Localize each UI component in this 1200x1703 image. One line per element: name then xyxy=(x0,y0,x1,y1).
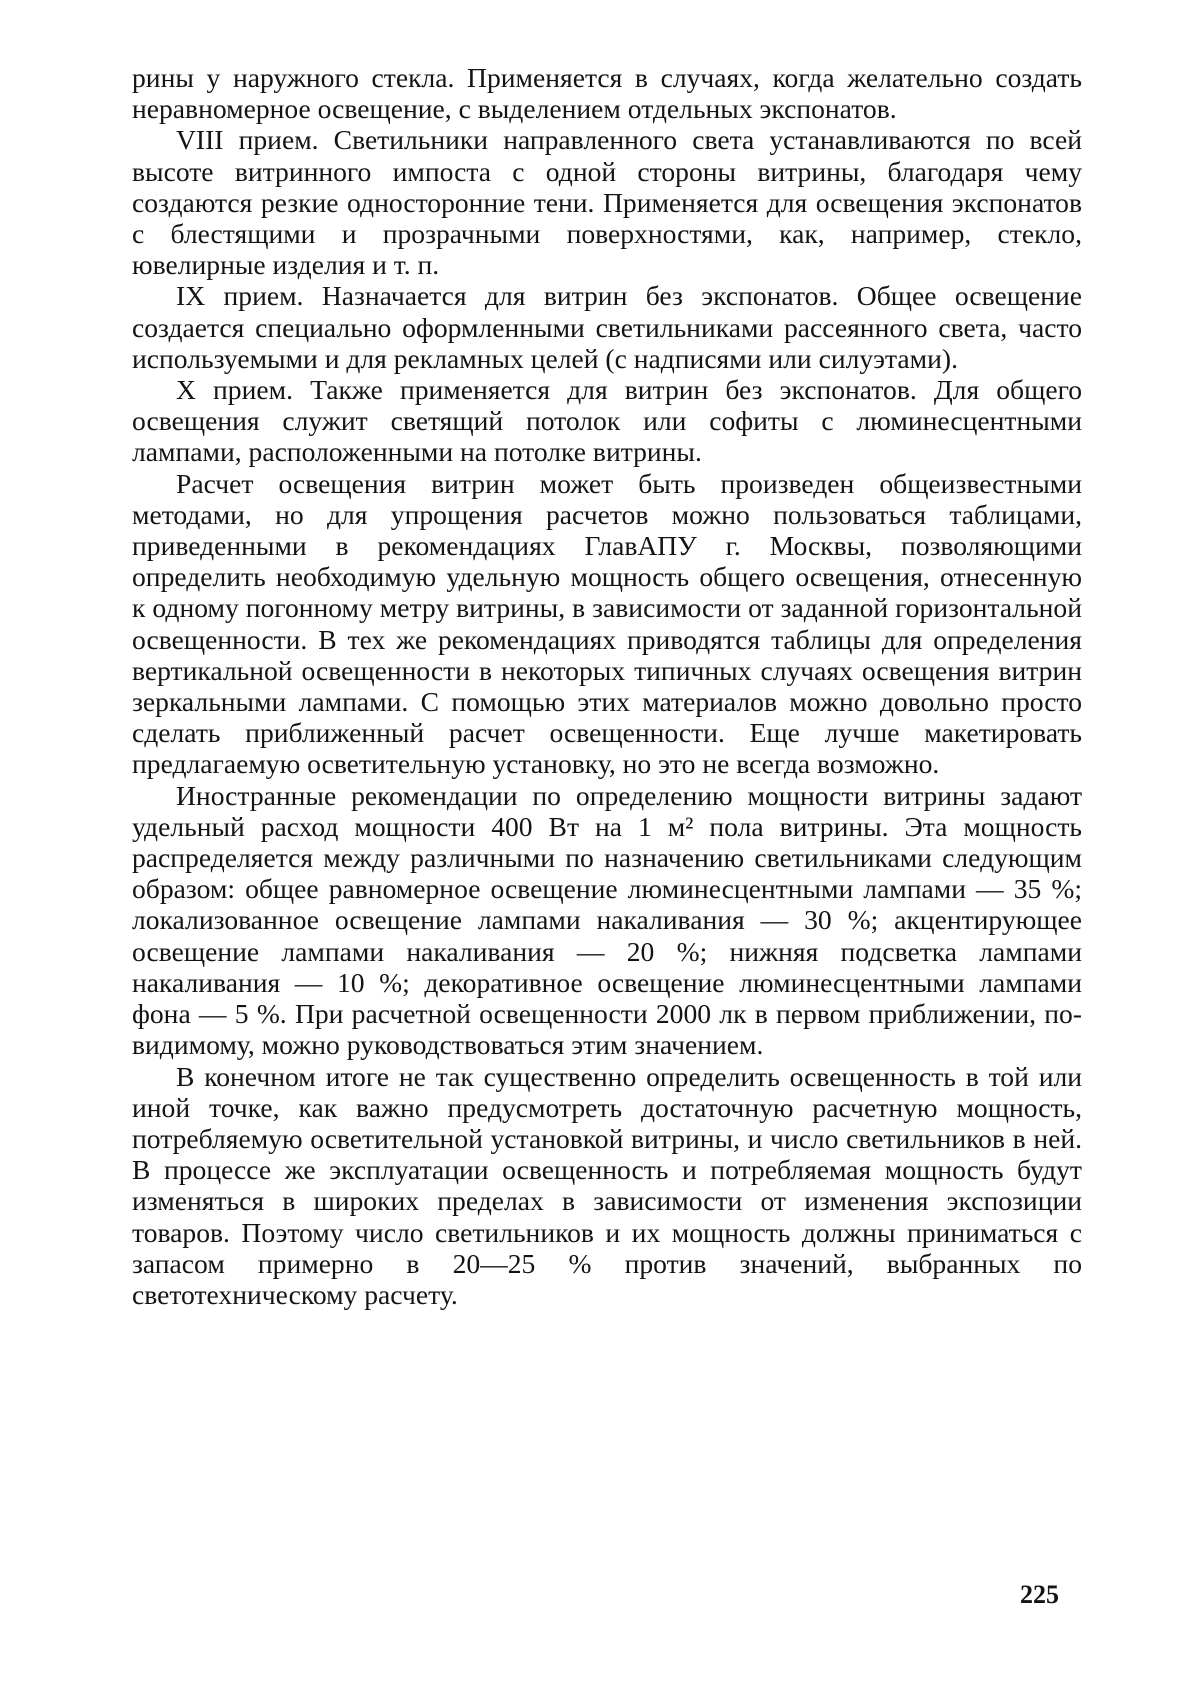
paragraph-method-viii: VIII прием. Светильники направленного света устанавливаются по всей высоте витринного импоста с одной стороны витрины, благодаря чему создаются резкие односторонние тени. Применяется для освещения экспонатов с блестящими и прозрачными поверхностями, как, например, стекло, ювелирные изделия и т. п. xyxy=(132,124,1082,281)
paragraph-method-ix: IX прием. Назначается для витрин без экспонатов. Общее освещение создается специально оформленными светильниками рассеянного света, часто используемыми и для рекламных целей (с надписями или силуэтами). xyxy=(132,280,1082,374)
paragraph-calculation: Расчет освещения витрин может быть произведен общеизвестными методами, но для упрощения расчетов можно пользоваться таблицами, приведенными в рекомендациях ГлавАПУ г. Москвы, позволяющими определить необходимую удельную мощность общего освещения, отнесенную к одному погонному метру витрины, в зависимости от заданной горизонтальной освещенности. В тех же рекомендациях приводятся таблицы для определения вертикальной освещенности в некоторых типичных случаях освещения витрин зеркальными лампами. С помощью этих материалов можно довольно просто сделать приближенный расчет освещенности. Еще лучше макетировать предлагаемую осветительную установку, но это не всегда возможно. xyxy=(132,467,1082,780)
paragraph-continued: рины у наружного стекла. Применяется в случаях, когда желательно создать неравномерное освещение, с выделением отдельных экспонатов. xyxy=(132,62,1082,125)
paragraph-conclusion: В конечном итоге не так существенно определить освещенность в той или иной точке, как важно предусмотреть достаточную расчетную мощность, потребляемую осветительной установкой витрины, и число светильников в ней. В процессе же эксплуатации освещенность и потребляемая мощность будут изменяться в широких пределах в зависимости от изменения экспозиции товаров. Поэтому число светильников и их мощность должны приниматься с запасом примерно в 20—25 % против значений, выбранных по светотехническому расчету. xyxy=(132,1060,1082,1310)
paragraph-foreign-recommendations: Иностранные рекомендации по определению мощности витрины задают удельный расход мощности 400 Вт на 1 м² пола витрины. Эта мощность распределяется между различными по назначению светильниками следующим образом: общее равномерное освещение люминесцентными лампами — 35 %; локализованное освещение лампами накаливания — 30 %; акцентирующее освещение лампами накаливания — 20 %; нижняя подсветка лампами накаливания — 10 %; декоративное освещение люминесцентными лампами фона — 5 %. При расчетной освещенности 2000 лк в первом приближении, по-видимому, можно руководствоваться этим значением. xyxy=(132,779,1082,1061)
paragraph-method-x: X прием. Также применяется для витрин без экспонатов. Для общего освещения служит светящий потолок или софиты с люминесцентными лампами, расположенными на потолке витрины. xyxy=(132,374,1082,468)
page-body xyxy=(132,62,1082,1310)
page-number: 225 xyxy=(1020,1580,1059,1609)
